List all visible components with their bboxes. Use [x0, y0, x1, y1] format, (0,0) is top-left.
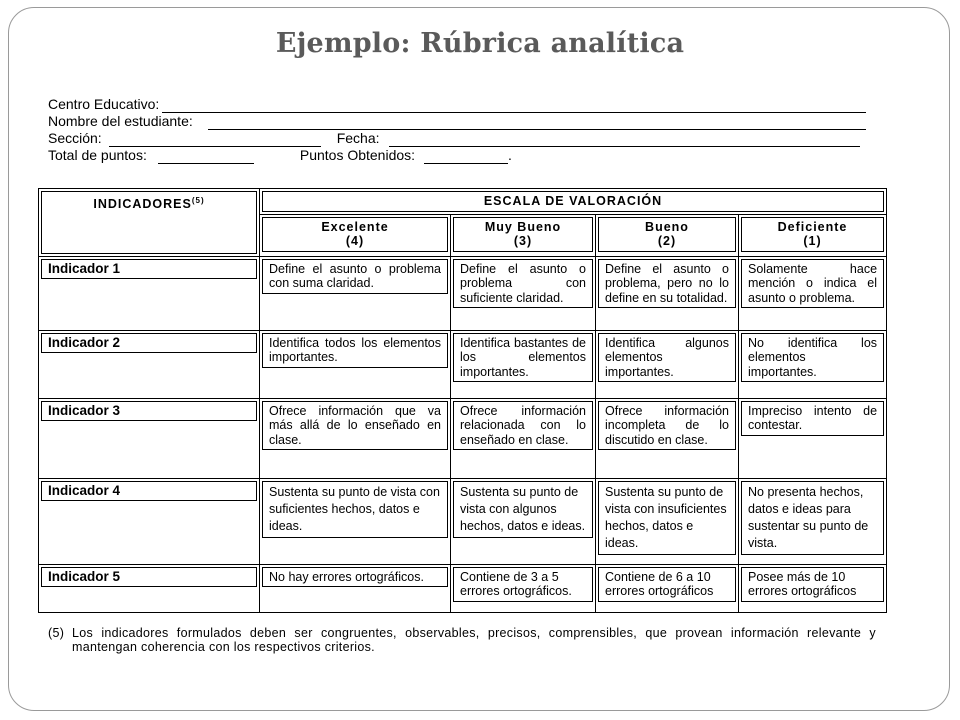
rubric-cell: Define el asunto o problema, pero no lo define en su totalidad.	[598, 259, 736, 309]
rubric-cell: Sustenta su punto de vista con insuficientes hechos, datos e ideas.	[598, 481, 736, 555]
indicadores-note: (5)	[191, 196, 205, 205]
indicator-label: Indicador 1	[41, 259, 257, 280]
rubric-cell: Sustenta su punto de vista con suficientes hechos, datos e ideas.	[262, 481, 448, 538]
header-row-1	[39, 189, 887, 215]
table-row	[39, 478, 887, 564]
level-points: (1)	[803, 234, 822, 248]
end-mark: .	[508, 147, 512, 163]
footnote-text: Los indicadores formulados deben ser congruentes, observables, precisos, comprensibles, que provean información relevante y mantengan coherencia con los respectivos criterios.	[72, 626, 876, 654]
indicator-label: Indicador 5	[41, 567, 257, 588]
level-muy-bueno	[451, 214, 596, 256]
rubric-cell: Sustenta su punto de vista con algunos hechos, datos e ideas.	[453, 481, 593, 538]
rubric-cell: Define el asunto o problema con suma claridad.	[262, 259, 448, 294]
level-bueno	[596, 214, 739, 256]
level-points: (2)	[657, 234, 677, 248]
level-name: Bueno	[645, 219, 689, 234]
obtenidos-field[interactable]	[424, 151, 508, 164]
indicator-label: Indicador 3	[41, 401, 257, 422]
obtenidos-label: Puntos Obtenidos:	[299, 147, 416, 163]
level-points: (3)	[513, 234, 533, 248]
slide-title: Ejemplo: Rúbrica analítica	[275, 28, 685, 59]
table-row	[39, 398, 887, 478]
level-name: Muy Bueno	[484, 219, 562, 234]
table-row	[39, 564, 887, 612]
level-points: (4)	[345, 234, 365, 248]
indicator-label: Indicador 4	[41, 481, 257, 502]
rubric-cell: Ofrece información que va más allá de lo enseñado en clase.	[262, 401, 448, 451]
form-header	[48, 96, 868, 164]
centro-field[interactable]	[162, 100, 866, 113]
total-field[interactable]	[158, 151, 254, 164]
total-label: Total de puntos:	[48, 147, 147, 163]
rubric-cell: Identifica todos los elementos importantes.	[262, 333, 448, 368]
seccion-fecha-row	[48, 130, 868, 147]
rubric-cell: No identifica los elementos importantes.	[741, 333, 884, 383]
puntos-row	[48, 147, 868, 164]
rubric-cell: Ofrece información relacionada con lo enseñado en clase.	[453, 401, 593, 451]
indicadores-header: INDICADORES	[93, 197, 192, 212]
level-excelente	[260, 214, 451, 256]
rubric-cell: Solamente hace mención o indica el asunto o problema.	[741, 259, 884, 309]
table-row	[39, 256, 887, 330]
level-deficiente	[739, 214, 887, 256]
rubric-cell: No hay errores ortográficos.	[262, 567, 448, 588]
fecha-field[interactable]	[389, 134, 860, 147]
indicator-label: Indicador 2	[41, 333, 257, 354]
rubric-cell: Identifica bastantes de los elementos importantes.	[453, 333, 593, 383]
centro-label: Centro Educativo:	[48, 96, 160, 112]
nombre-label: Nombre del estudiante:	[48, 113, 193, 129]
nombre-row	[48, 113, 868, 130]
fecha-label: Fecha:	[336, 130, 380, 146]
escala-header: ESCALA DE VALORACIÓN	[262, 191, 884, 212]
rubric-cell: Identifica algunos elementos importantes.	[598, 333, 736, 383]
table-row	[39, 330, 887, 398]
centro-row	[48, 96, 868, 113]
rubric-table	[38, 188, 887, 613]
rubric-cell: Contiene de 6 a 10 errores ortográficos	[598, 567, 736, 602]
rubric-cell: Contiene de 3 a 5 errores ortográficos.	[453, 567, 593, 602]
level-name: Excelente	[321, 219, 389, 234]
footnote	[48, 626, 876, 654]
seccion-field[interactable]	[109, 134, 321, 147]
nombre-field[interactable]	[208, 117, 866, 130]
escala-header-cell	[260, 189, 887, 215]
footnote-mark: (5)	[48, 626, 65, 640]
seccion-label: Sección:	[48, 130, 102, 146]
rubric-cell: No presenta hechos, datos e ideas para sustentar su punto de vista.	[741, 481, 884, 555]
level-name: Deficiente	[777, 219, 848, 234]
rubric-cell: Posee más de 10 errores ortográficos	[741, 567, 884, 602]
indicadores-header-cell	[39, 189, 260, 257]
rubric-cell: Ofrece información incompleta de lo discutido en clase.	[598, 401, 736, 451]
rubric-cell: Impreciso intento de contestar.	[741, 401, 884, 436]
rubric-cell: Define el asunto o problema con suficiente claridad.	[453, 259, 593, 309]
